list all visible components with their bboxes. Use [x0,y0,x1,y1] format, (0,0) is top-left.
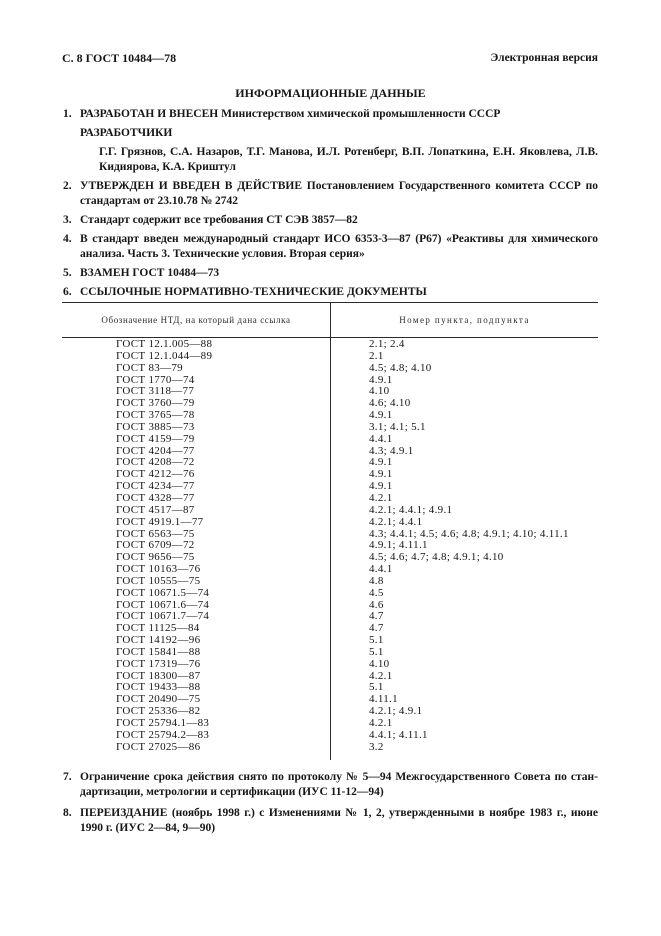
item-number: 7. [63,771,72,783]
table-cell-clauses: 3.2 [369,740,384,753]
table-cell-clauses: 4.8 [369,574,384,587]
table-cell-clauses: 4.3; 4.4.1; 4.5; 4.6; 4.8; 4.9.1; 4.10; 4.11.1 [369,527,569,540]
item-number: 4. [63,233,72,245]
table-cell-clauses: 4.3; 4.9.1 [369,444,414,457]
item-number: 3. [63,214,72,226]
table-cell-clauses: 4.4.1 [369,432,393,445]
table-cell-clauses: 4.2.1; 4.4.1 [369,515,423,528]
table-row [0,469,661,481]
developers-heading: РАЗРАБОТЧИКИ [80,127,173,139]
table-cell-document: ГОСТ 83—79 [116,361,183,374]
item-number: 6. [63,286,72,298]
table-cell-clauses: 4.2.1; 4.9.1 [369,705,423,718]
table-cell-clauses: 2.1 [369,349,384,362]
item-6-references-heading [62,285,598,300]
table-cell-document: ГОСТ 4234—77 [116,480,195,493]
table-cell-clauses: 5.1 [369,645,384,658]
table-row [0,659,661,671]
item-text: ССЫЛОЧНЫЕ НОРМАТИВНО-ТЕХНИЧЕСКИЕ ДОКУМЕНТЫ [80,286,427,298]
table-header-clauses: Номер пункта, подпункта [399,315,530,325]
item-text: РАЗРАБОТАН И ВНЕСЕН Министерством химической промышленности СССР [80,108,501,120]
table-cell-clauses: 4.2.1 [369,491,393,504]
table-cell-document: ГОСТ 9656—75 [116,551,195,564]
page-title: ИНФОРМАЦИОННЫЕ ДАННЫЕ [235,86,426,100]
table-cell-clauses: 4.6 [369,598,384,611]
item-4-international-standard [62,232,598,262]
table-row [0,517,661,529]
item-number: 8. [63,807,72,819]
table-row [0,552,661,564]
table-cell-document: ГОСТ 10163—76 [116,563,201,576]
table-row [0,505,661,517]
table-cell-document: ГОСТ 3885—73 [116,420,195,433]
table-row [0,375,661,387]
table-cell-clauses: 4.5; 4.8; 4.10 [369,361,432,374]
item-number: 1. [63,108,72,120]
table-cell-clauses: 4.7 [369,622,384,635]
table-row [0,671,661,683]
table-row [0,706,661,718]
item-2-approved [62,179,598,209]
table-row [0,576,661,588]
table-row [0,493,661,505]
table-cell-clauses: 4.6; 4.10 [369,397,411,410]
table-cell-clauses: 4.9.1 [369,480,393,493]
table-row [0,694,661,706]
table-cell-document: ГОСТ 11125—84 [116,622,200,635]
table-cell-clauses: 4.10 [369,385,390,398]
table-cell-clauses: 4.10 [369,657,390,670]
item-1-developed-by [62,107,598,122]
table-row [0,647,661,659]
table-cell-clauses: 4.9.1 [369,373,393,386]
table-cell-document: ГОСТ 14192—96 [116,634,201,647]
table-row [0,434,661,446]
table-cell-document: ГОСТ 19433—88 [116,681,201,694]
item-text: ВЗАМЕН ГОСТ 10484—73 [80,267,220,279]
table-cell-document: ГОСТ 4517—87 [116,503,195,516]
table-row [0,410,661,422]
table-cell-document: ГОСТ 25794.2—83 [116,728,210,741]
table-cell-document: ГОСТ 6563—75 [116,527,195,540]
table-row [0,718,661,730]
table-row [0,588,661,600]
table-cell-document: ГОСТ 3760—79 [116,397,195,410]
table-row [0,339,661,351]
table-cell-document: ГОСТ 3118—77 [116,385,195,398]
item-7-validity [62,770,598,800]
item-number: 2. [63,180,72,192]
table-row [0,457,661,469]
item-8-reissue [62,806,598,836]
table-cell-document: ГОСТ 1770—74 [116,373,195,386]
table-cell-clauses: 5.1 [369,681,384,694]
table-cell-document: ГОСТ 20490—75 [116,693,201,706]
table-cell-document: ГОСТ 18300—87 [116,669,201,682]
table-cell-document: ГОСТ 25336—82 [116,705,201,718]
table-row [0,446,661,458]
page-running-header: С. 8 ГОСТ 10484—78 [62,51,177,65]
table-row [0,481,661,493]
table-row [0,363,661,375]
table-cell-clauses: 4.9.1 [369,456,393,469]
table-cell-document: ГОСТ 10555—75 [116,574,201,587]
table-cell-document: ГОСТ 17319—76 [116,657,201,670]
table-row [0,682,661,694]
table-cell-clauses: 2.1; 2.4 [369,338,405,350]
table-cell-clauses: 4.11.1 [369,693,398,706]
item-text: УТВЕРЖДЕН И ВВЕДЕН В ДЕЙСТВИЕ Постановлением Государственного комитета СССР по стандартам от 23.10.78 № 2742 [80,180,598,207]
table-row [0,386,661,398]
table-cell-document: ГОСТ 4328—77 [116,491,195,504]
edition-label: Электронная версия [490,52,598,64]
item-text: Стандарт содержит все требования СТ СЭВ 3857—82 [80,214,358,226]
table-cell-document: ГОСТ 27025—86 [116,740,201,753]
developers-list: Г.Г. Грязнов, С.А. Назаров, Т.Г. Манова, И.Л. Ротенберг, В.П. Лопаткина, Е.Н. Яковлева, Л.В. Кидиярова, К.А. Криштул [99,146,598,173]
table-cell-document: ГОСТ 10671.5—74 [116,586,210,599]
item-text: В стандарт введен международный стандарт ИСО 6353-3—87 (Р67) «Реактивы для химического анализа. Часть 3. Технические условия. Вторая серия» [80,233,598,260]
item-5-replaces [62,266,598,281]
item-text: Ограничение срока действия снято по протоколу № 5—94 Межгосударственного Совета по стандартизации, метрологии и сертификации (ИУС 11-12—94) [80,771,598,798]
table-row [0,564,661,576]
table-cell-clauses: 4.2.1 [369,717,393,729]
table-row [0,422,661,434]
table-row [0,623,661,635]
item-3-requirements [62,213,598,228]
item-number: 5. [63,267,72,279]
table-cell-document: ГОСТ 4212—76 [116,468,195,481]
table-cell-document: ГОСТ 10671.6—74 [116,598,210,611]
table-cell-clauses: 4.2.1; 4.4.1; 4.9.1 [369,503,453,516]
table-row [0,635,661,647]
table-cell-clauses: 4.2.1 [369,669,393,682]
table-cell-document: ГОСТ 15841—88 [116,645,201,658]
table-row [0,611,661,623]
table-cell-document: ГОСТ 25794.1—83 [116,717,210,729]
table-cell-document: ГОСТ 4159—79 [116,432,195,445]
table-header-document: Обозначение НТД, на который дана ссылка [101,315,291,325]
table-cell-clauses: 4.5 [369,586,384,599]
table-row [0,742,661,754]
table-row [0,529,661,541]
table-row [0,540,661,552]
table-cell-document: ГОСТ 4204—77 [116,444,195,457]
table-cell-document: ГОСТ 12.1.044—89 [116,349,213,362]
table-row [0,351,661,363]
item-text: ПЕРЕИЗДАНИЕ (ноябрь 1998 г.) с Изменениями № 1, 2, утвержденными в ноябре 1983 г., июне 1990 г. (ИУС 2—84, 9—90) [80,807,598,834]
table-cell-clauses: 3.1; 4.1; 5.1 [369,420,426,433]
table-cell-document: ГОСТ 3765—78 [116,409,195,422]
table-row [0,600,661,612]
table-cell-document: ГОСТ 10671.7—74 [116,610,210,623]
table-cell-clauses: 5.1 [369,634,384,647]
table-cell-document: ГОСТ 4919.1—77 [116,515,204,528]
table-cell-clauses: 4.9.1; 4.11.1 [369,539,428,552]
table-cell-document: ГОСТ 4208—72 [116,456,195,469]
table-cell-document: ГОСТ 12.1.005—88 [116,338,213,350]
table-cell-clauses: 4.9.1 [369,409,393,422]
table-cell-clauses: 4.9.1 [369,468,393,481]
reference-table-body [0,339,661,754]
table-cell-clauses: 4.5; 4.6; 4.7; 4.8; 4.9.1; 4.10 [369,551,504,564]
table-cell-document: ГОСТ 6709—72 [116,539,195,552]
table-cell-clauses: 4.4.1 [369,563,393,576]
table-cell-clauses: 4.4.1; 4.11.1 [369,728,428,741]
table-row [0,398,661,410]
table-row [0,730,661,742]
table-cell-clauses: 4.7 [369,610,384,623]
